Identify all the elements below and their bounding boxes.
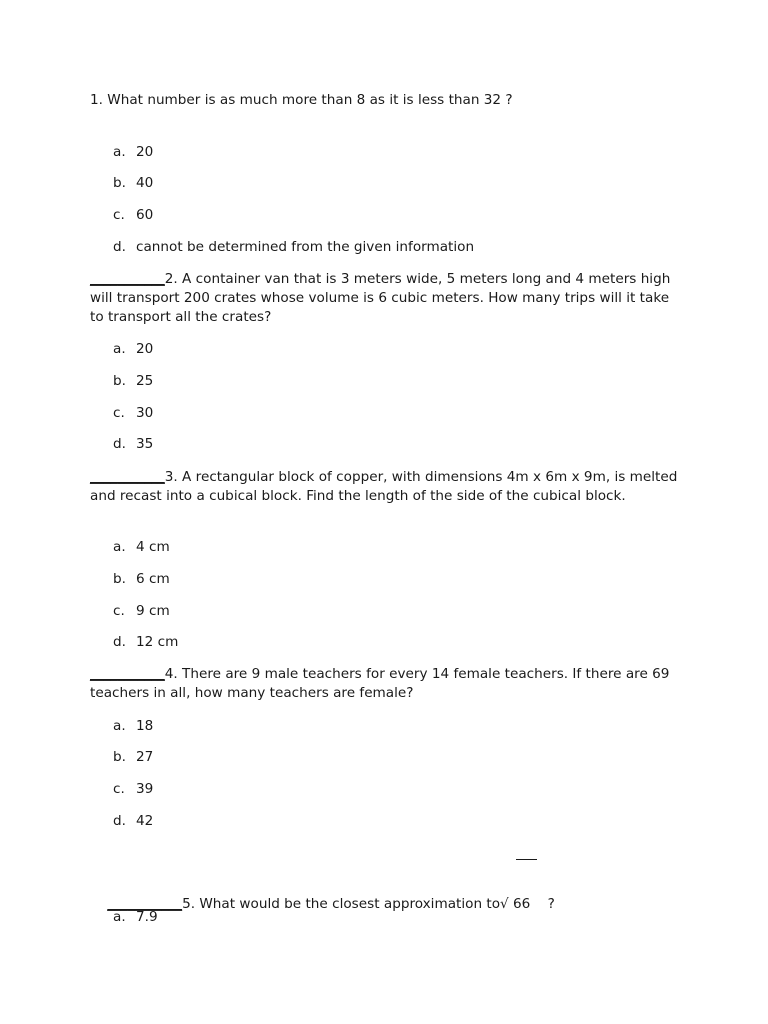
option-text: cannot be determined from the given information bbox=[136, 239, 475, 255]
option-letter: d. bbox=[113, 813, 126, 829]
option-text: 7.9 bbox=[136, 909, 158, 925]
option-letter: a. bbox=[113, 539, 126, 555]
option-letter: b. bbox=[113, 373, 126, 389]
option-letter: c. bbox=[113, 207, 125, 223]
question-4-option-b bbox=[113, 748, 153, 767]
option-text: 27 bbox=[136, 749, 154, 765]
option-text: 4 cm bbox=[136, 539, 170, 555]
option-letter: d. bbox=[113, 436, 126, 452]
question-4-text bbox=[90, 665, 680, 703]
question-4-option-d bbox=[113, 812, 153, 831]
option-letter: b. bbox=[113, 175, 126, 191]
question-4-option-a bbox=[113, 717, 153, 736]
question-3-text bbox=[90, 468, 680, 506]
option-letter: d. bbox=[113, 634, 126, 650]
option-letter: c. bbox=[113, 405, 125, 421]
answer-blank: ___________ bbox=[90, 271, 165, 287]
question-5-text bbox=[90, 876, 680, 933]
option-letter: a. bbox=[113, 909, 126, 925]
question-5-prompt: 5. What would be the closest approximation to√ 66 ? bbox=[182, 896, 555, 912]
question-1-text bbox=[90, 91, 680, 110]
option-letter: a. bbox=[113, 718, 126, 734]
question-3-option-d bbox=[113, 633, 178, 652]
question-3-option-a bbox=[113, 538, 170, 557]
question-1-option-c bbox=[113, 206, 153, 225]
option-text: 35 bbox=[136, 436, 154, 452]
question-4-prompt: 4. There are 9 male teachers for every 14 female teachers. If there are 69 teachers in all, how many teachers are female? bbox=[90, 666, 670, 701]
option-text: 12 cm bbox=[136, 634, 179, 650]
question-5-option-a bbox=[113, 908, 158, 927]
answer-blank: ___________ bbox=[107, 896, 183, 912]
option-text: 60 bbox=[136, 207, 154, 223]
option-text: 30 bbox=[136, 405, 154, 421]
option-text: 18 bbox=[136, 718, 154, 734]
question-1-option-d bbox=[113, 238, 474, 257]
option-text: 20 bbox=[136, 341, 154, 357]
question-2-option-b bbox=[113, 372, 153, 391]
square-root-bar bbox=[516, 859, 537, 860]
option-text: 9 cm bbox=[136, 603, 170, 619]
question-3-prompt: 3. A rectangular block of copper, with dimensions 4m x 6m x 9m, is melted and recast into a cubical block. Find the length of the side of the cubical block. bbox=[90, 469, 678, 504]
option-letter: a. bbox=[113, 144, 126, 160]
option-letter: b. bbox=[113, 571, 126, 587]
question-2-option-c bbox=[113, 404, 153, 423]
question-2-option-d bbox=[113, 435, 153, 454]
question-1-prompt: 1. What number is as much more than 8 as it is less than 32 ? bbox=[90, 92, 513, 108]
question-1-option-a bbox=[113, 143, 153, 162]
option-text: 39 bbox=[136, 781, 154, 797]
option-letter: d. bbox=[113, 239, 126, 255]
question-4-option-c bbox=[113, 780, 153, 799]
option-text: 6 cm bbox=[136, 571, 170, 587]
question-3-option-c bbox=[113, 602, 170, 621]
option-text: 40 bbox=[136, 175, 154, 191]
question-3-option-b bbox=[113, 570, 170, 589]
option-letter: c. bbox=[113, 603, 125, 619]
option-letter: c. bbox=[113, 781, 125, 797]
question-1-option-b bbox=[113, 174, 153, 193]
question-2-prompt: 2. A container van that is 3 meters wide, 5 meters long and 4 meters high will transport 200 crates whose volume is 6 cubic meters. How many trips will it take to transport all the crates? bbox=[90, 271, 671, 325]
option-text: 42 bbox=[136, 813, 154, 829]
option-text: 20 bbox=[136, 144, 154, 160]
answer-blank: ___________ bbox=[90, 469, 165, 485]
option-letter: b. bbox=[113, 749, 126, 765]
option-text: 25 bbox=[136, 373, 154, 389]
question-2-text bbox=[90, 270, 680, 327]
question-2-option-a bbox=[113, 340, 153, 359]
answer-blank: ___________ bbox=[90, 666, 165, 682]
option-letter: a. bbox=[113, 341, 126, 357]
